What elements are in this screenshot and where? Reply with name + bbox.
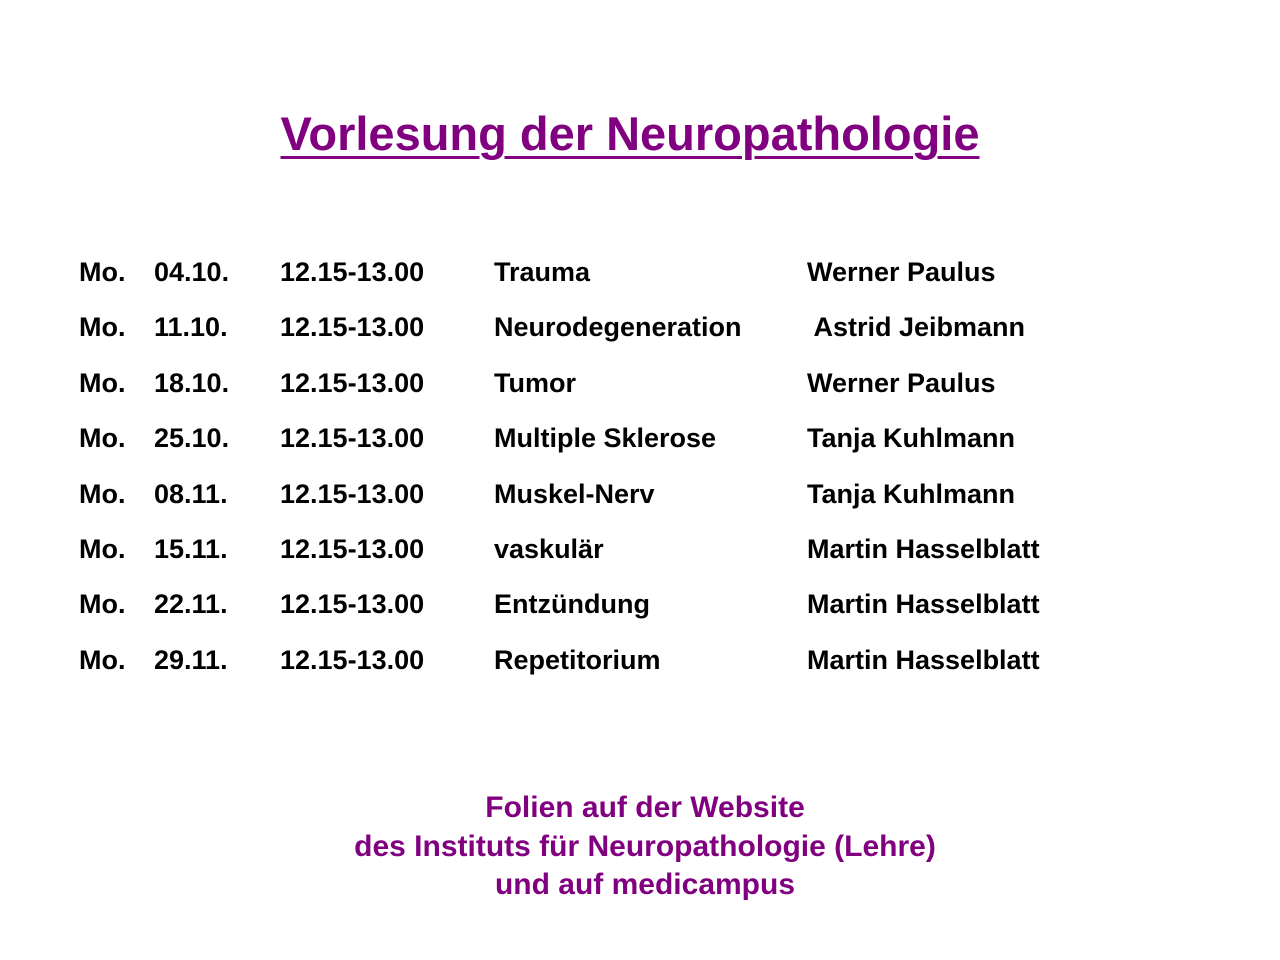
schedule-topic: Neurodegeneration — [494, 312, 742, 343]
schedule-time: 12.15-13.00 — [280, 257, 425, 287]
schedule-row — [0, 245, 1280, 300]
slides-info-line: und auf medicampus — [494, 868, 796, 901]
schedule-lecturer: Astrid Jeibmann — [807, 312, 1026, 343]
schedule-time: 12.15-13.00 — [280, 589, 425, 620]
schedule-day: Mo. — [79, 478, 126, 509]
schedule-row — [0, 522, 1280, 577]
schedule-date: 25.10. — [154, 423, 230, 454]
schedule-day: Mo. — [79, 589, 126, 620]
schedule-lecturer: Martin Hasselblatt — [807, 589, 1040, 620]
schedule-row — [0, 467, 1280, 522]
schedule-date: 15.11. — [154, 533, 228, 564]
schedule-topic: Entzündung — [494, 589, 650, 620]
schedule-date: 11.10. — [154, 312, 228, 343]
schedule-time: 12.15-13.00 — [280, 423, 425, 454]
schedule-topic: Muskel-Nerv — [494, 478, 655, 509]
page-title: Vorlesung der Neuropathologie — [280, 107, 980, 160]
schedule-time: 12.15-13.00 — [280, 644, 425, 675]
schedule-date: 29.11. — [154, 644, 228, 675]
schedule-row — [0, 411, 1280, 466]
schedule-time: 12.15-13.00 — [280, 312, 425, 343]
schedule-topic: Tumor — [494, 367, 576, 398]
schedule-day: Mo. — [79, 257, 126, 287]
schedule-row — [0, 300, 1280, 355]
schedule-time: 12.15-13.00 — [280, 533, 425, 564]
schedule-lecturer: Werner Paulus — [807, 257, 996, 287]
schedule-day: Mo. — [79, 367, 126, 398]
schedule-topic: Multiple Sklerose — [494, 423, 717, 454]
lecture-schedule — [0, 245, 1280, 688]
schedule-lecturer: Martin Hasselblatt — [807, 533, 1040, 564]
schedule-row — [0, 356, 1280, 411]
schedule-topic: Trauma — [494, 257, 591, 287]
schedule-lecturer: Werner Paulus — [807, 367, 996, 398]
schedule-time: 12.15-13.00 — [280, 478, 425, 509]
schedule-date: 04.10. — [154, 257, 230, 287]
schedule-topic: vaskulär — [494, 533, 604, 564]
schedule-row — [0, 577, 1280, 632]
schedule-lecturer: Tanja Kuhlmann — [807, 478, 1016, 509]
schedule-row — [0, 633, 1280, 688]
schedule-topic: Repetitorium — [494, 644, 661, 675]
schedule-date: 22.11. — [154, 589, 228, 620]
schedule-day: Mo. — [79, 533, 126, 564]
schedule-date: 08.11. — [154, 478, 228, 509]
slides-info-line: des Instituts für Neuropathologie (Lehre) — [354, 829, 936, 863]
schedule-lecturer: Tanja Kuhlmann — [807, 423, 1016, 454]
schedule-time: 12.15-13.00 — [280, 367, 425, 398]
schedule-date: 18.10. — [154, 367, 230, 398]
schedule-lecturer: Martin Hasselblatt — [807, 644, 1040, 675]
schedule-day: Mo. — [79, 312, 126, 343]
slides-info — [0, 789, 1280, 905]
schedule-day: Mo. — [79, 423, 126, 454]
schedule-day: Mo. — [79, 644, 126, 675]
slides-info-line: Folien auf der Website — [485, 791, 805, 824]
